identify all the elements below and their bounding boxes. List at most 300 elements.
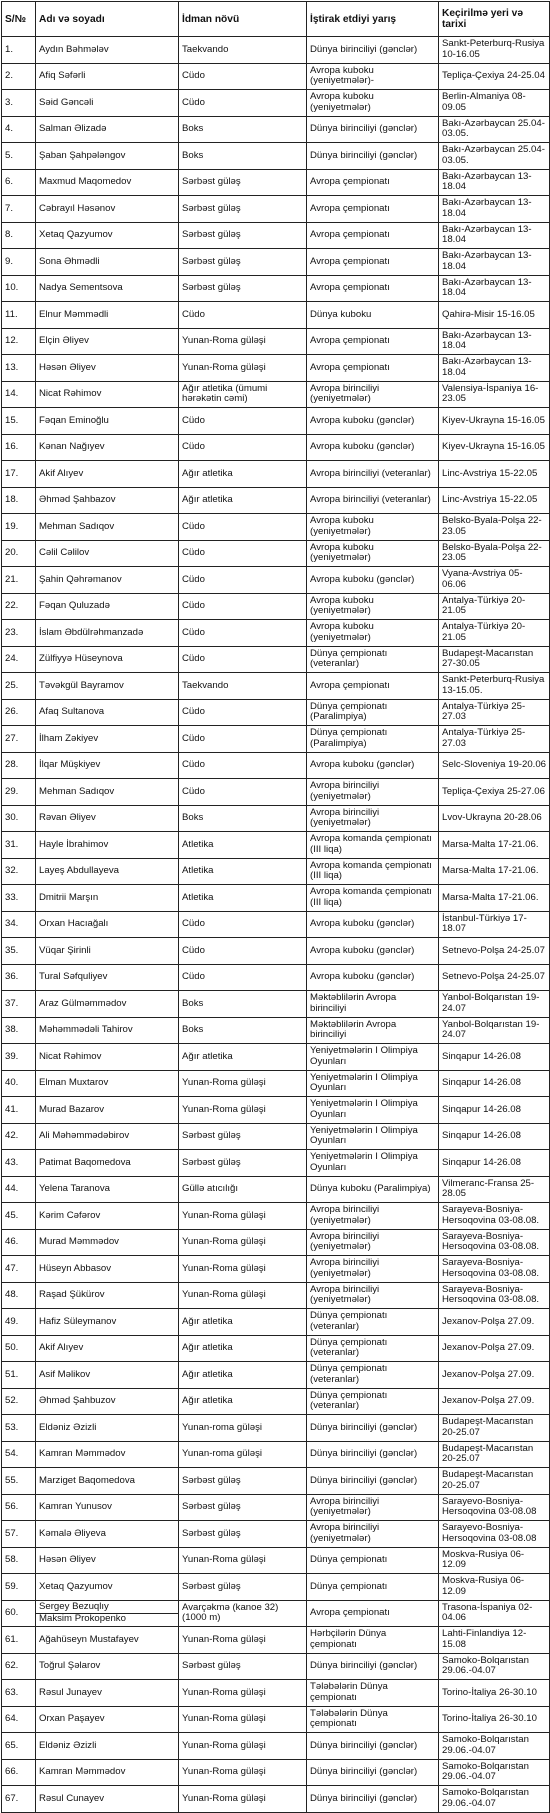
- cell-name: Aydın Bəhmələv: [36, 37, 179, 64]
- cell-name: Təvəkgül Bayramov: [36, 673, 179, 700]
- cell-sport: Sərbəst güləş: [179, 222, 307, 249]
- cell-sport: Ağır atletika (ümumi hərəkətin cəmi): [179, 381, 307, 408]
- table-row: [2, 938, 550, 965]
- cell-name: Araz Gülməmmədov: [36, 991, 179, 1018]
- cell-event: Avropa birinciliyi (veteranlar): [307, 461, 439, 488]
- table-row: [2, 275, 550, 302]
- table-row: [2, 196, 550, 223]
- cell-number: 11.: [2, 302, 36, 329]
- cell-sport: Boks: [179, 116, 307, 143]
- cell-sport: Yunan-Roma güləşi: [179, 1786, 307, 1813]
- cell-name: Orxan Paşayev: [36, 1706, 179, 1733]
- table-row: [2, 514, 550, 541]
- cell-event: Dünya çempionatı (veteranlar): [307, 646, 439, 673]
- cell-sport: Sərbəst güləş: [179, 1494, 307, 1521]
- cell-number: 63.: [2, 1680, 36, 1707]
- cell-event: Avropa birinciliyi (veteranlar): [307, 487, 439, 514]
- table-row: [2, 832, 550, 859]
- cell-name: Dmitrii Marşın: [36, 885, 179, 912]
- table-row: [2, 964, 550, 991]
- cell-place-date: Selc-Sloveniya 19-20.06: [439, 752, 550, 779]
- cell-place-date: Jexanov-Polşa 27.09.: [439, 1335, 550, 1362]
- cell-number: 33.: [2, 885, 36, 912]
- cell-number: 64.: [2, 1706, 36, 1733]
- cell-name: Akif Alıyev: [36, 461, 179, 488]
- cell-name: Əhməd Şahbazov: [36, 487, 179, 514]
- cell-name: Fəqan Quluzadə: [36, 593, 179, 620]
- cell-event: Dünya çempionatı (veteranlar): [307, 1388, 439, 1415]
- table-row: [2, 1256, 550, 1283]
- cell-place-date: Moskva-Rusiya 06-12.09: [439, 1574, 550, 1601]
- cell-name: Kamran Yunusov: [36, 1494, 179, 1521]
- cell-place-date: Sinqapur 14-26.08: [439, 1097, 550, 1124]
- cell-name: Səid Gəncəli: [36, 90, 179, 117]
- cell-sport: Sərbəst güləş: [179, 1123, 307, 1150]
- cell-event: Dünya kuboku: [307, 302, 439, 329]
- cell-event: Avropa kuboku (gənclər): [307, 408, 439, 435]
- table-row: [2, 593, 550, 620]
- cell-event: Dünya birinciliyi (gənclər): [307, 37, 439, 64]
- cell-number: 27.: [2, 726, 36, 753]
- table-row: [2, 1070, 550, 1097]
- cell-name: Xetaq Qazyumov: [36, 1574, 179, 1601]
- cell-place-date: Setnevo-Polşa 24-25.07: [439, 938, 550, 965]
- table-row: [2, 620, 550, 647]
- table-row: [2, 169, 550, 196]
- table-row: [2, 1680, 550, 1707]
- cell-number: 17.: [2, 461, 36, 488]
- cell-event: Dünya birinciliyi (gənclər): [307, 1415, 439, 1442]
- table-row: [2, 885, 550, 912]
- cell-name: İlham Zəkiyev: [36, 726, 179, 753]
- cell-sport: Yunan-Roma güləşi: [179, 1282, 307, 1309]
- cell-number: 40.: [2, 1070, 36, 1097]
- header-number: S/№: [2, 2, 36, 37]
- table-row: [2, 779, 550, 806]
- cell-number: 46.: [2, 1229, 36, 1256]
- cell-event: Avropa çempionatı: [307, 275, 439, 302]
- cell-sport: Güllə atıcılığı: [179, 1176, 307, 1203]
- cell-place-date: Tepliça-Çexiya 25-27.06: [439, 779, 550, 806]
- cell-name: Maxmud Maqomedov: [36, 169, 179, 196]
- table-row: [2, 1547, 550, 1574]
- cell-name: Sona Əhmədli: [36, 249, 179, 276]
- cell-number: 15.: [2, 408, 36, 435]
- cell-sport: Yunan-Roma güləşi: [179, 1070, 307, 1097]
- cell-number: 49.: [2, 1309, 36, 1336]
- cell-name: Vüqar Şirinli: [36, 938, 179, 965]
- cell-place-date: Bakı-Azərbaycan 13-18.04: [439, 169, 550, 196]
- cell-name: Mehman Sadıqov: [36, 779, 179, 806]
- cell-sport: Yunan-Roma güləşi: [179, 328, 307, 355]
- table-row: [2, 1706, 550, 1733]
- cell-event: Avropa kuboku (gənclər): [307, 964, 439, 991]
- cell-sport: Yunan-Roma güləşi: [179, 355, 307, 382]
- table-row: [2, 1388, 550, 1415]
- cell-place-date: Sarayeva-Bosniya-Hersoqovina 03-08.08.: [439, 1256, 550, 1283]
- cell-event: Avropa birinciliyi (yeniyetmələr): [307, 1282, 439, 1309]
- cell-place-date: Trasona-İspaniya 02-04.06: [439, 1600, 550, 1627]
- cell-number: 61.: [2, 1627, 36, 1654]
- cell-name: Salman Əlizadə: [36, 116, 179, 143]
- table-row: [2, 1362, 550, 1389]
- cell-number: 28.: [2, 752, 36, 779]
- cell-number: 57.: [2, 1521, 36, 1548]
- table-row: [2, 567, 550, 594]
- cell-event: Dünya çempionatı (veteranlar): [307, 1309, 439, 1336]
- cell-sport: Yunan-Roma güləşi: [179, 1759, 307, 1786]
- cell-sport: Cüdo: [179, 63, 307, 90]
- table-row: [2, 249, 550, 276]
- cell-place-date: Kiyev-Ukrayna 15-16.05: [439, 408, 550, 435]
- cell-event: Avropa kuboku (gənclər): [307, 752, 439, 779]
- cell-number: 60.: [2, 1600, 36, 1627]
- cell-sport: Cüdo: [179, 90, 307, 117]
- cell-number: 26.: [2, 699, 36, 726]
- cell-sport: Cüdo: [179, 646, 307, 673]
- table-row: [2, 1441, 550, 1468]
- cell-name: Mehman Sadıqov: [36, 514, 179, 541]
- cell-number: 16.: [2, 434, 36, 461]
- cell-number: 47.: [2, 1256, 36, 1283]
- cell-name: Kamran Məmmədov: [36, 1759, 179, 1786]
- cell-name: Fəqan Eminoğlu: [36, 408, 179, 435]
- header-event: İştirak etdiyi yarış: [307, 2, 439, 37]
- table-row: [2, 37, 550, 64]
- cell-sport: Boks: [179, 1017, 307, 1044]
- cell-name: Şaban Şahpələngov: [36, 143, 179, 170]
- cell-place-date: Samoko-Bolqarıstan 29.06.-04.07: [439, 1786, 550, 1813]
- cell-sport: Sərbəst güləş: [179, 1468, 307, 1495]
- table-row: [2, 222, 550, 249]
- cell-sport: Cüdo: [179, 593, 307, 620]
- cell-place-date: Setnevo-Polşa 24-25.07: [439, 964, 550, 991]
- cell-sport: Cüdo: [179, 567, 307, 594]
- cell-number: 23.: [2, 620, 36, 647]
- cell-name: Kəmalə Əliyeva: [36, 1521, 179, 1548]
- cell-name: Rəsul Junayev: [36, 1680, 179, 1707]
- cell-number: 41.: [2, 1097, 36, 1124]
- cell-sport: Avarçəkmə (kanoe 32) (1000 m): [179, 1600, 307, 1627]
- cell-name: Həsən Əliyev: [36, 355, 179, 382]
- cell-event: Dünya çempionatı: [307, 1547, 439, 1574]
- table-row: [2, 1017, 550, 1044]
- cell-event: Yeniyetmələrin I Olimpiya Oyunları: [307, 1150, 439, 1177]
- cell-name: Marziget Baqomedova: [36, 1468, 179, 1495]
- table-row: [2, 1282, 550, 1309]
- cell-event: Yeniyetmələrin I Olimpiya Oyunları: [307, 1097, 439, 1124]
- cell-event: Avropa kuboku (yeniyetmələr): [307, 540, 439, 567]
- cell-sport: Yunan-Roma güləşi: [179, 1229, 307, 1256]
- table-row: [2, 1733, 550, 1760]
- cell-number: 34.: [2, 911, 36, 938]
- cell-place-date: Bakı-Azərbaycan 25.04-03.05.: [439, 143, 550, 170]
- cell-number: 39.: [2, 1044, 36, 1071]
- cell-name: Yelena Taranova: [36, 1176, 179, 1203]
- cell-place-date: Vyana-Avstriya 05-06.06: [439, 567, 550, 594]
- cell-number: 38.: [2, 1017, 36, 1044]
- header-sport: İdman növü: [179, 2, 307, 37]
- cell-place-date: Antalya-Türkiyə 20-21.05: [439, 593, 550, 620]
- cell-event: Avropa çempionatı: [307, 222, 439, 249]
- cell-number: 45.: [2, 1203, 36, 1230]
- cell-place-date: Marsa-Malta 17-21.06.: [439, 885, 550, 912]
- cell-place-date: Bakı-Azərbaycan 13-18.04: [439, 222, 550, 249]
- cell-number: 50.: [2, 1335, 36, 1362]
- cell-name: Cəbrayıl Həsənov: [36, 196, 179, 223]
- cell-place-date: Marsa-Malta 17-21.06.: [439, 832, 550, 859]
- cell-event: Dünya birinciliyi (gənclər): [307, 1653, 439, 1680]
- table-row: [2, 381, 550, 408]
- cell-event: Məktəblilərin Avropa birinciliyi: [307, 1017, 439, 1044]
- cell-sport: Yunan-roma güləşi: [179, 1441, 307, 1468]
- cell-event: Avropa kuboku (yeniyetmələr): [307, 620, 439, 647]
- cell-event: Avropa çempionatı: [307, 1600, 439, 1627]
- cell-event: Avropa birinciliyi (yeniyetmələr): [307, 1521, 439, 1548]
- cell-number: 6.: [2, 169, 36, 196]
- cell-place-date: Sinqapur 14-26.08: [439, 1150, 550, 1177]
- cell-number: 59.: [2, 1574, 36, 1601]
- cell-event: Avropa çempionatı: [307, 169, 439, 196]
- table-row: [2, 673, 550, 700]
- table-row: [2, 699, 550, 726]
- cell-event: Avropa kuboku (yeniyetmələr)-: [307, 63, 439, 90]
- cell-event: Dünya birinciliyi (gənclər): [307, 143, 439, 170]
- results-table: [1, 1, 550, 1813]
- cell-event: Yeniyetmələrin I Olimpiya Oyunları: [307, 1123, 439, 1150]
- cell-place-date: Qahirə-Misir 15-16.05: [439, 302, 550, 329]
- table-row: [2, 1150, 550, 1177]
- cell-event: Avropa kuboku (yeniyetmələr): [307, 514, 439, 541]
- cell-place-date: Budapeşt-Macarıstan 27-30.05: [439, 646, 550, 673]
- cell-place-date: Jexanov-Polşa 27.09.: [439, 1388, 550, 1415]
- cell-number: 20.: [2, 540, 36, 567]
- cell-event: Avropa birinciliyi (yeniyetmələr): [307, 1256, 439, 1283]
- cell-sport: Boks: [179, 805, 307, 832]
- table-row: [2, 1335, 550, 1362]
- cell-event: Avropa kuboku (yeniyetmələr): [307, 593, 439, 620]
- cell-place-date: Bakı-Azərbaycan 13-18.04: [439, 196, 550, 223]
- cell-sport: Ağır atletika: [179, 1388, 307, 1415]
- cell-name: Orxan Hacıağalı: [36, 911, 179, 938]
- cell-event: Dünya çempionatı (veteranlar): [307, 1335, 439, 1362]
- cell-event: Dünya kuboku (Paralimpiya): [307, 1176, 439, 1203]
- table-row: [2, 752, 550, 779]
- cell-name: Eldəniz Əzizli: [36, 1733, 179, 1760]
- cell-event: Avropa kuboku (gənclər): [307, 434, 439, 461]
- table-row: [2, 1574, 550, 1601]
- cell-sport: Atletika: [179, 832, 307, 859]
- cell-sport: Cüdo: [179, 964, 307, 991]
- cell-event: Yeniyetmələrin I Olimpiya Oyunları: [307, 1070, 439, 1097]
- cell-event: Tələbələrin Dünya çempionatı: [307, 1706, 439, 1733]
- cell-number: 67.: [2, 1786, 36, 1813]
- cell-event: Dünya birinciliyi (gənclər): [307, 1786, 439, 1813]
- table-row: [2, 1468, 550, 1495]
- cell-name: Murad Məmmədov: [36, 1229, 179, 1256]
- table-row: [2, 1415, 550, 1442]
- cell-event: Avropa çempionatı: [307, 249, 439, 276]
- cell-name: Elçin Əliyev: [36, 328, 179, 355]
- cell-name: Kamran Məmmədov: [36, 1441, 179, 1468]
- cell-sport: Cüdo: [179, 752, 307, 779]
- cell-sport: Cüdo: [179, 408, 307, 435]
- cell-sport: Sərbəst güləş: [179, 1574, 307, 1601]
- cell-place-date: Jexanov-Polşa 27.09.: [439, 1362, 550, 1389]
- table-row: [2, 487, 550, 514]
- cell-name: Nicat Rəhimov: [36, 381, 179, 408]
- cell-event: Dünya birinciliyi (gənclər): [307, 1441, 439, 1468]
- cell-name: Layeş Abdullayeva: [36, 858, 179, 885]
- cell-number: 55.: [2, 1468, 36, 1495]
- cell-name: İlqar Müşkiyev: [36, 752, 179, 779]
- cell-place-date: Samoko-Bolqarıstan 29.06.-04.07: [439, 1759, 550, 1786]
- cell-sport: Boks: [179, 143, 307, 170]
- cell-number: 2.: [2, 63, 36, 90]
- cell-event: Dünya çempionatı: [307, 1574, 439, 1601]
- cell-name: Ağahüseyn Mustafayev: [36, 1627, 179, 1654]
- cell-name: Nadya Sementsova: [36, 275, 179, 302]
- cell-event: Avropa birinciliyi (yeniyetmələr): [307, 1229, 439, 1256]
- cell-name: Raşad Şükürov: [36, 1282, 179, 1309]
- cell-number: 62.: [2, 1653, 36, 1680]
- cell-number: 54.: [2, 1441, 36, 1468]
- table-row: [2, 1759, 550, 1786]
- table-row: [2, 90, 550, 117]
- table-body: [2, 37, 550, 1813]
- cell-name: Rəsul Cunayev: [36, 1786, 179, 1813]
- cell-number: 30.: [2, 805, 36, 832]
- cell-name: Patimat Baqomedova: [36, 1150, 179, 1177]
- cell-number: 25.: [2, 673, 36, 700]
- cell-sport: Sərbəst güləş: [179, 169, 307, 196]
- cell-sport: Sərbəst güləş: [179, 196, 307, 223]
- cell-place-date: Budapeşt-Macarıstan 20-25.07: [439, 1441, 550, 1468]
- cell-name: İslam Əbdülrəhmanzadə: [36, 620, 179, 647]
- cell-event: Avropa birinciliyi (yeniyetmələr): [307, 1203, 439, 1230]
- table-row: [2, 328, 550, 355]
- cell-number: 37.: [2, 991, 36, 1018]
- cell-event: Avropa birinciliyi (yeniyetmələr): [307, 779, 439, 806]
- cell-place-date: Sarayeva-Bosniya-Hersoqovina 03-08.08.: [439, 1282, 550, 1309]
- cell-place-date: Valensiya-İspaniya 16-23.05: [439, 381, 550, 408]
- cell-place-date: Bakı-Azərbaycan 25.04-03.05.: [439, 116, 550, 143]
- cell-place-date: Marsa-Malta 17-21.06.: [439, 858, 550, 885]
- cell-number: 56.: [2, 1494, 36, 1521]
- cell-name: Toğrul Şəlarov: [36, 1653, 179, 1680]
- cell-sport: Yunan-Roma güləşi: [179, 1256, 307, 1283]
- table-row: [2, 302, 550, 329]
- table-row: [2, 1600, 550, 1627]
- cell-name: Ali Məhəmmədəbirov: [36, 1123, 179, 1150]
- table-row: [2, 1653, 550, 1680]
- cell-place-date: Yanbol-Bolqarıstan 19-24.07: [439, 991, 550, 1018]
- cell-sport: Ağır atletika: [179, 1362, 307, 1389]
- cell-sport: Sərbəst güləş: [179, 1653, 307, 1680]
- cell-place-date: Lahti-Finlandiya 12-15.08: [439, 1627, 550, 1654]
- cell-event: Avropa komanda çempionatı (III liqa): [307, 832, 439, 859]
- table-row: [2, 540, 550, 567]
- table-row: [2, 991, 550, 1018]
- cell-place-date: Sarayeva-Bosniya-Hersoqovina 03-08.08.: [439, 1229, 550, 1256]
- cell-event: Dünya çempionatı (veteranlar): [307, 1362, 439, 1389]
- cell-place-date: Torino-İtaliya 26-30.10: [439, 1680, 550, 1707]
- cell-place-date: Sankt-Peterburq-Rusiya 10-16.05: [439, 37, 550, 64]
- cell-event: Yeniyetmələrin I Olimpiya Oyunları: [307, 1044, 439, 1071]
- cell-name: Hüseyn Abbasov: [36, 1256, 179, 1283]
- cell-place-date: Sinqapur 14-26.08: [439, 1044, 550, 1071]
- cell-place-date: Linc-Avstriya 15-22.05: [439, 487, 550, 514]
- cell-sport: Atletika: [179, 885, 307, 912]
- cell-place-date: Kiyev-Ukrayna 15-16.05: [439, 434, 550, 461]
- cell-number: 5.: [2, 143, 36, 170]
- cell-event: Dünya birinciliyi (gənclər): [307, 1733, 439, 1760]
- cell-place-date: Tepliça-Çexiya 24-25.04: [439, 63, 550, 90]
- cell-name: Kənan Nağıyev: [36, 434, 179, 461]
- cell-sport: Yunan-Roma güləşi: [179, 1733, 307, 1760]
- cell-number: 65.: [2, 1733, 36, 1760]
- cell-number: 9.: [2, 249, 36, 276]
- cell-event: Dünya çempionatı (Paralimpiya): [307, 699, 439, 726]
- cell-event: Dünya birinciliyi (gənclər): [307, 1468, 439, 1495]
- cell-sport: Ağır atletika: [179, 1309, 307, 1336]
- cell-number: 10.: [2, 275, 36, 302]
- cell-event: Avropa kuboku (gənclər): [307, 567, 439, 594]
- cell-sport: Yunan-Roma güləşi: [179, 1680, 307, 1707]
- table-row: [2, 1494, 550, 1521]
- cell-sport: Yunan-Roma güləşi: [179, 1547, 307, 1574]
- cell-name: Əhməd Şahbuzov: [36, 1388, 179, 1415]
- cell-number: 8.: [2, 222, 36, 249]
- cell-number: 18.: [2, 487, 36, 514]
- cell-event: Avropa komanda çempionatı (III liqa): [307, 885, 439, 912]
- cell-event: Avropa birinciliyi (yeniyetmələr): [307, 805, 439, 832]
- cell-event: Avropa birinciliyi (yeniyetmələr): [307, 381, 439, 408]
- cell-place-date: Linc-Avstriya 15-22.05: [439, 461, 550, 488]
- table-row: [2, 726, 550, 753]
- cell-name: Hayle İbrahimov: [36, 832, 179, 859]
- cell-place-date: Jexanov-Polşa 27.09.: [439, 1309, 550, 1336]
- cell-place-date: Sarayevo-Bosniya-Hersoqovina 03-08.08: [439, 1494, 550, 1521]
- cell-number: 21.: [2, 567, 36, 594]
- cell-event: Avropa komanda çempionatı (III liqa): [307, 858, 439, 885]
- cell-name: Murad Bazarov: [36, 1097, 179, 1124]
- cell-event: Dünya birinciliyi (gənclər): [307, 116, 439, 143]
- cell-number: 12.: [2, 328, 36, 355]
- cell-name-line: Sergey Bezuqlıy: [39, 1601, 109, 1613]
- cell-event: Avropa birinciliyi (yeniyetmələr): [307, 1494, 439, 1521]
- table-row: [2, 805, 550, 832]
- table-row: [2, 434, 550, 461]
- cell-sport: Yunan-Roma güləşi: [179, 1706, 307, 1733]
- cell-sport: Cüdo: [179, 779, 307, 806]
- cell-number: 58.: [2, 1547, 36, 1574]
- table-row: [2, 1123, 550, 1150]
- table-row: [2, 1229, 550, 1256]
- cell-place-date: Bakı-Azərbaycan 13-18.04: [439, 328, 550, 355]
- cell-sport: Ağır atletika: [179, 461, 307, 488]
- table-row: [2, 355, 550, 382]
- table-row: [2, 646, 550, 673]
- cell-number: 4.: [2, 116, 36, 143]
- cell-sport: Cüdo: [179, 726, 307, 753]
- cell-name: Rəvan Əliyev: [36, 805, 179, 832]
- cell-name: Nicat Rəhimov: [36, 1044, 179, 1071]
- cell-name: Asif Məlikov: [36, 1362, 179, 1389]
- cell-place-date: Budapeşt-Macarıstan 20-25.07: [439, 1468, 550, 1495]
- cell-number: 42.: [2, 1123, 36, 1150]
- cell-number: 22.: [2, 593, 36, 620]
